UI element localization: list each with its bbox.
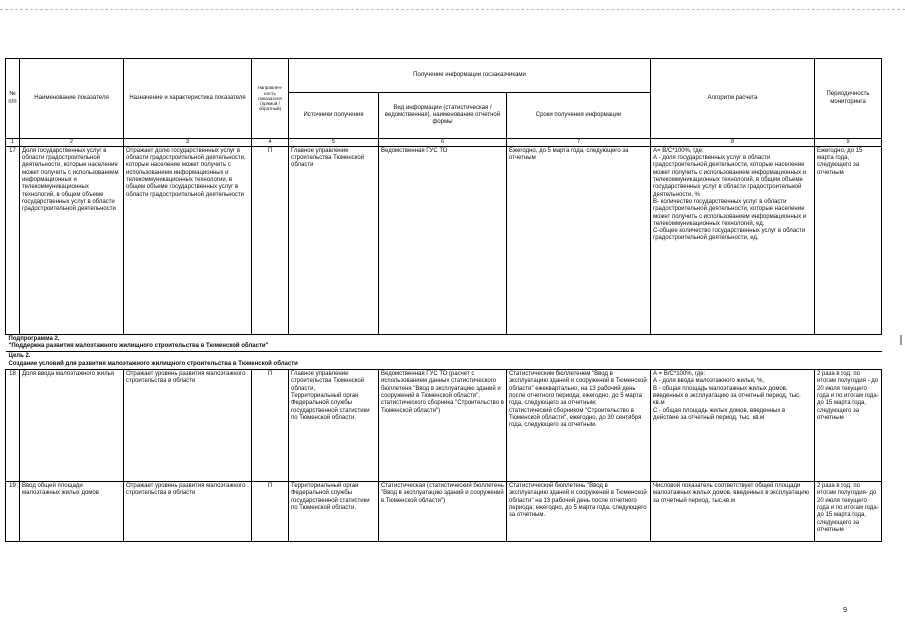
col-number: 2 (20, 139, 124, 147)
col-number: 3 (124, 139, 252, 147)
header-name: Наименование показателя (20, 59, 124, 139)
col-number: 8 (651, 139, 815, 147)
indicator-info-kind: Статистическая (статистический бюллетень "Ввод в эксплуатацию зданий и сооружений в Тюменской области") (379, 481, 507, 541)
subprogram-row (6, 334, 882, 352)
goal-row (6, 352, 882, 370)
header-desc: Назначение и характеристика показателя (124, 59, 252, 139)
indicator-algorithm: А = В/С*100%, где: А - доля ввода малоэтажного жилья, %, В - общая площадь малоэтажных жилых домов, введенных в эксплуатацию за отчетный период, тыс. кв.м С - общая площадь жилых домов, введенных в действие за отчетный период, тыс. кв.м (651, 369, 815, 481)
indicator-name: Ввод общей площади малоэтажных жилых домов (20, 481, 124, 541)
goal-title: Создание условий для развития малоэтажного жилищного строительства в Тюменской области (8, 360, 298, 367)
indicator-name: Доля ввода малоэтажного жилья (20, 369, 124, 481)
row-number: 18 (6, 369, 20, 481)
indicator-algorithm: А= В/С*100%, где: А - доля государственных услуг в области градостроительной деятельности, которые население может получить с использованием информационных и телекоммуникационных технологий, в общем объеме государственных услуг в области градостроительной деятельности, % В- количество государственных услуг в области градостроительной деятельности, которые население может получить с использованием информационных и телекоммуникационных технологий, ед. С-общее количество государственных услуг в области градостроительной деятельности, ед. (651, 146, 815, 334)
indicator-info-kind: Ведомственная ГУС ТО (379, 146, 507, 334)
header-direction: Направлен-ность показателя (прямой / обратный) (252, 59, 289, 139)
indicator-direction: П (252, 481, 289, 541)
column-numbers-row (6, 139, 882, 147)
subprogram-title: "Поддержка развития малоэтажного жилищного строительства в Тюменской области" (8, 343, 269, 350)
indicator-info-kind: Ведомственная ГУС ТО (расчет с использованием данных статистического бюллетеня "Ввод в эксплуатацию зданий и сооружений в Тюменской области", статистического сборника "Строительство в Тюменской области") (379, 369, 507, 481)
top-dashed-rule (0, 9, 905, 10)
col-number: 1 (6, 139, 20, 147)
header-info-group: Получение информации госзаказчиками (289, 59, 651, 93)
table-row-18 (6, 369, 882, 481)
indicator-name: Доля государственных услуг в области градостроительной деятельности, которые население может получить с использованием информационных и телекоммуникационных технологий, в общем объеме государственных услуг в области градостроительной деятельности (20, 146, 124, 334)
indicator-period: 2 раза в год: по итогам полугодия- до 20 июля текущего года и по итогам года- до 15 марта года, следующего за отчетным (815, 481, 882, 541)
indicator-direction: П (252, 146, 289, 334)
header-period: Периодичность мониторинга (815, 59, 882, 139)
col-number: 7 (507, 139, 651, 147)
col-number: 9 (815, 139, 882, 147)
col-number: 4 (252, 139, 289, 147)
subprogram-number: Подпрограмма 2. (8, 335, 60, 342)
indicator-terms: Статистический бюллетень "Ввод в эксплуатацию зданий и сооружений в Тюменской области" на 13 рабочий день после отчетного периода; ежегодно, до 5 марта года, следующего за отчетным. (507, 481, 651, 541)
header-kind: Вид информации (статистическая / ведомственная), наименование отчетной формы (379, 93, 507, 139)
header-terms: Сроки получения информации (507, 93, 651, 139)
goal-number: Цель 2. (8, 353, 31, 360)
indicator-sources: Главное управление строительства Тюменской области (289, 146, 379, 334)
indicator-sources: Территориальный орган Федеральной службы государственной статистики по Тюменской области. (289, 481, 379, 541)
row-number: 19 (6, 481, 20, 541)
indicator-direction: П (252, 369, 289, 481)
header-row-1 (6, 59, 882, 93)
col-number: 5 (289, 139, 379, 147)
indicator-description: Отражает долю государственных услуг в области градостроительной деятельности, которые население может получить с использованием информационных и телекоммуникационных технологии, в общем объеме государственных услуг в области градостроительной деятельности (124, 146, 252, 334)
indicator-period: Ежегодно, до 15 марта года, следующего за отчетным (815, 146, 882, 334)
indicator-sources: Главное управление строительства Тюменской области, Территориальный орган Федеральной службы государственной статистики по Тюменской области. (289, 369, 379, 481)
indicator-description: Отражает уровень развития малоэтажного строительства в области (124, 481, 252, 541)
table-row-17 (6, 146, 882, 334)
col-number: 6 (379, 139, 507, 147)
table-row-19 (6, 481, 882, 541)
indicators-table (5, 58, 882, 542)
indicator-terms: Ежегодно, до 5 марта года, следующего за отчетным (507, 146, 651, 334)
header-algorithm: Алгоритм расчета (651, 59, 815, 139)
margin-mark (900, 335, 902, 345)
page-number: 9 (843, 607, 847, 614)
indicator-description: Отражает уровень развития малоэтажного строительства в области (124, 369, 252, 481)
indicator-terms: Статистическим бюллетенем "Ввод в эксплуатацию зданий и сооружений в Тюменской области" ежеквартально, на 13 рабочий день после отчетного периода; ежегодно, до 5 марта года, следующего за отчетным; статистический сборником "Строительство в Тюменской области", ежегодно, до 30 сентября года, следующего за отчетным. (507, 369, 651, 481)
indicator-period: 2 раза в год: по итогам полугодия - до 20 июля текущего года и по итогам года- до 15 марта года, следующего за отчетным (815, 369, 882, 481)
indicator-algorithm: Числовой показатель соответствует общей площади малоэтажных жилых домов, введенных в эксплуатацию за отчетный период, тыс.кв.м (651, 481, 815, 541)
header-num: № п/п (6, 59, 20, 139)
header-sources: Источники получения (289, 93, 379, 139)
row-number: 17 (6, 146, 20, 334)
